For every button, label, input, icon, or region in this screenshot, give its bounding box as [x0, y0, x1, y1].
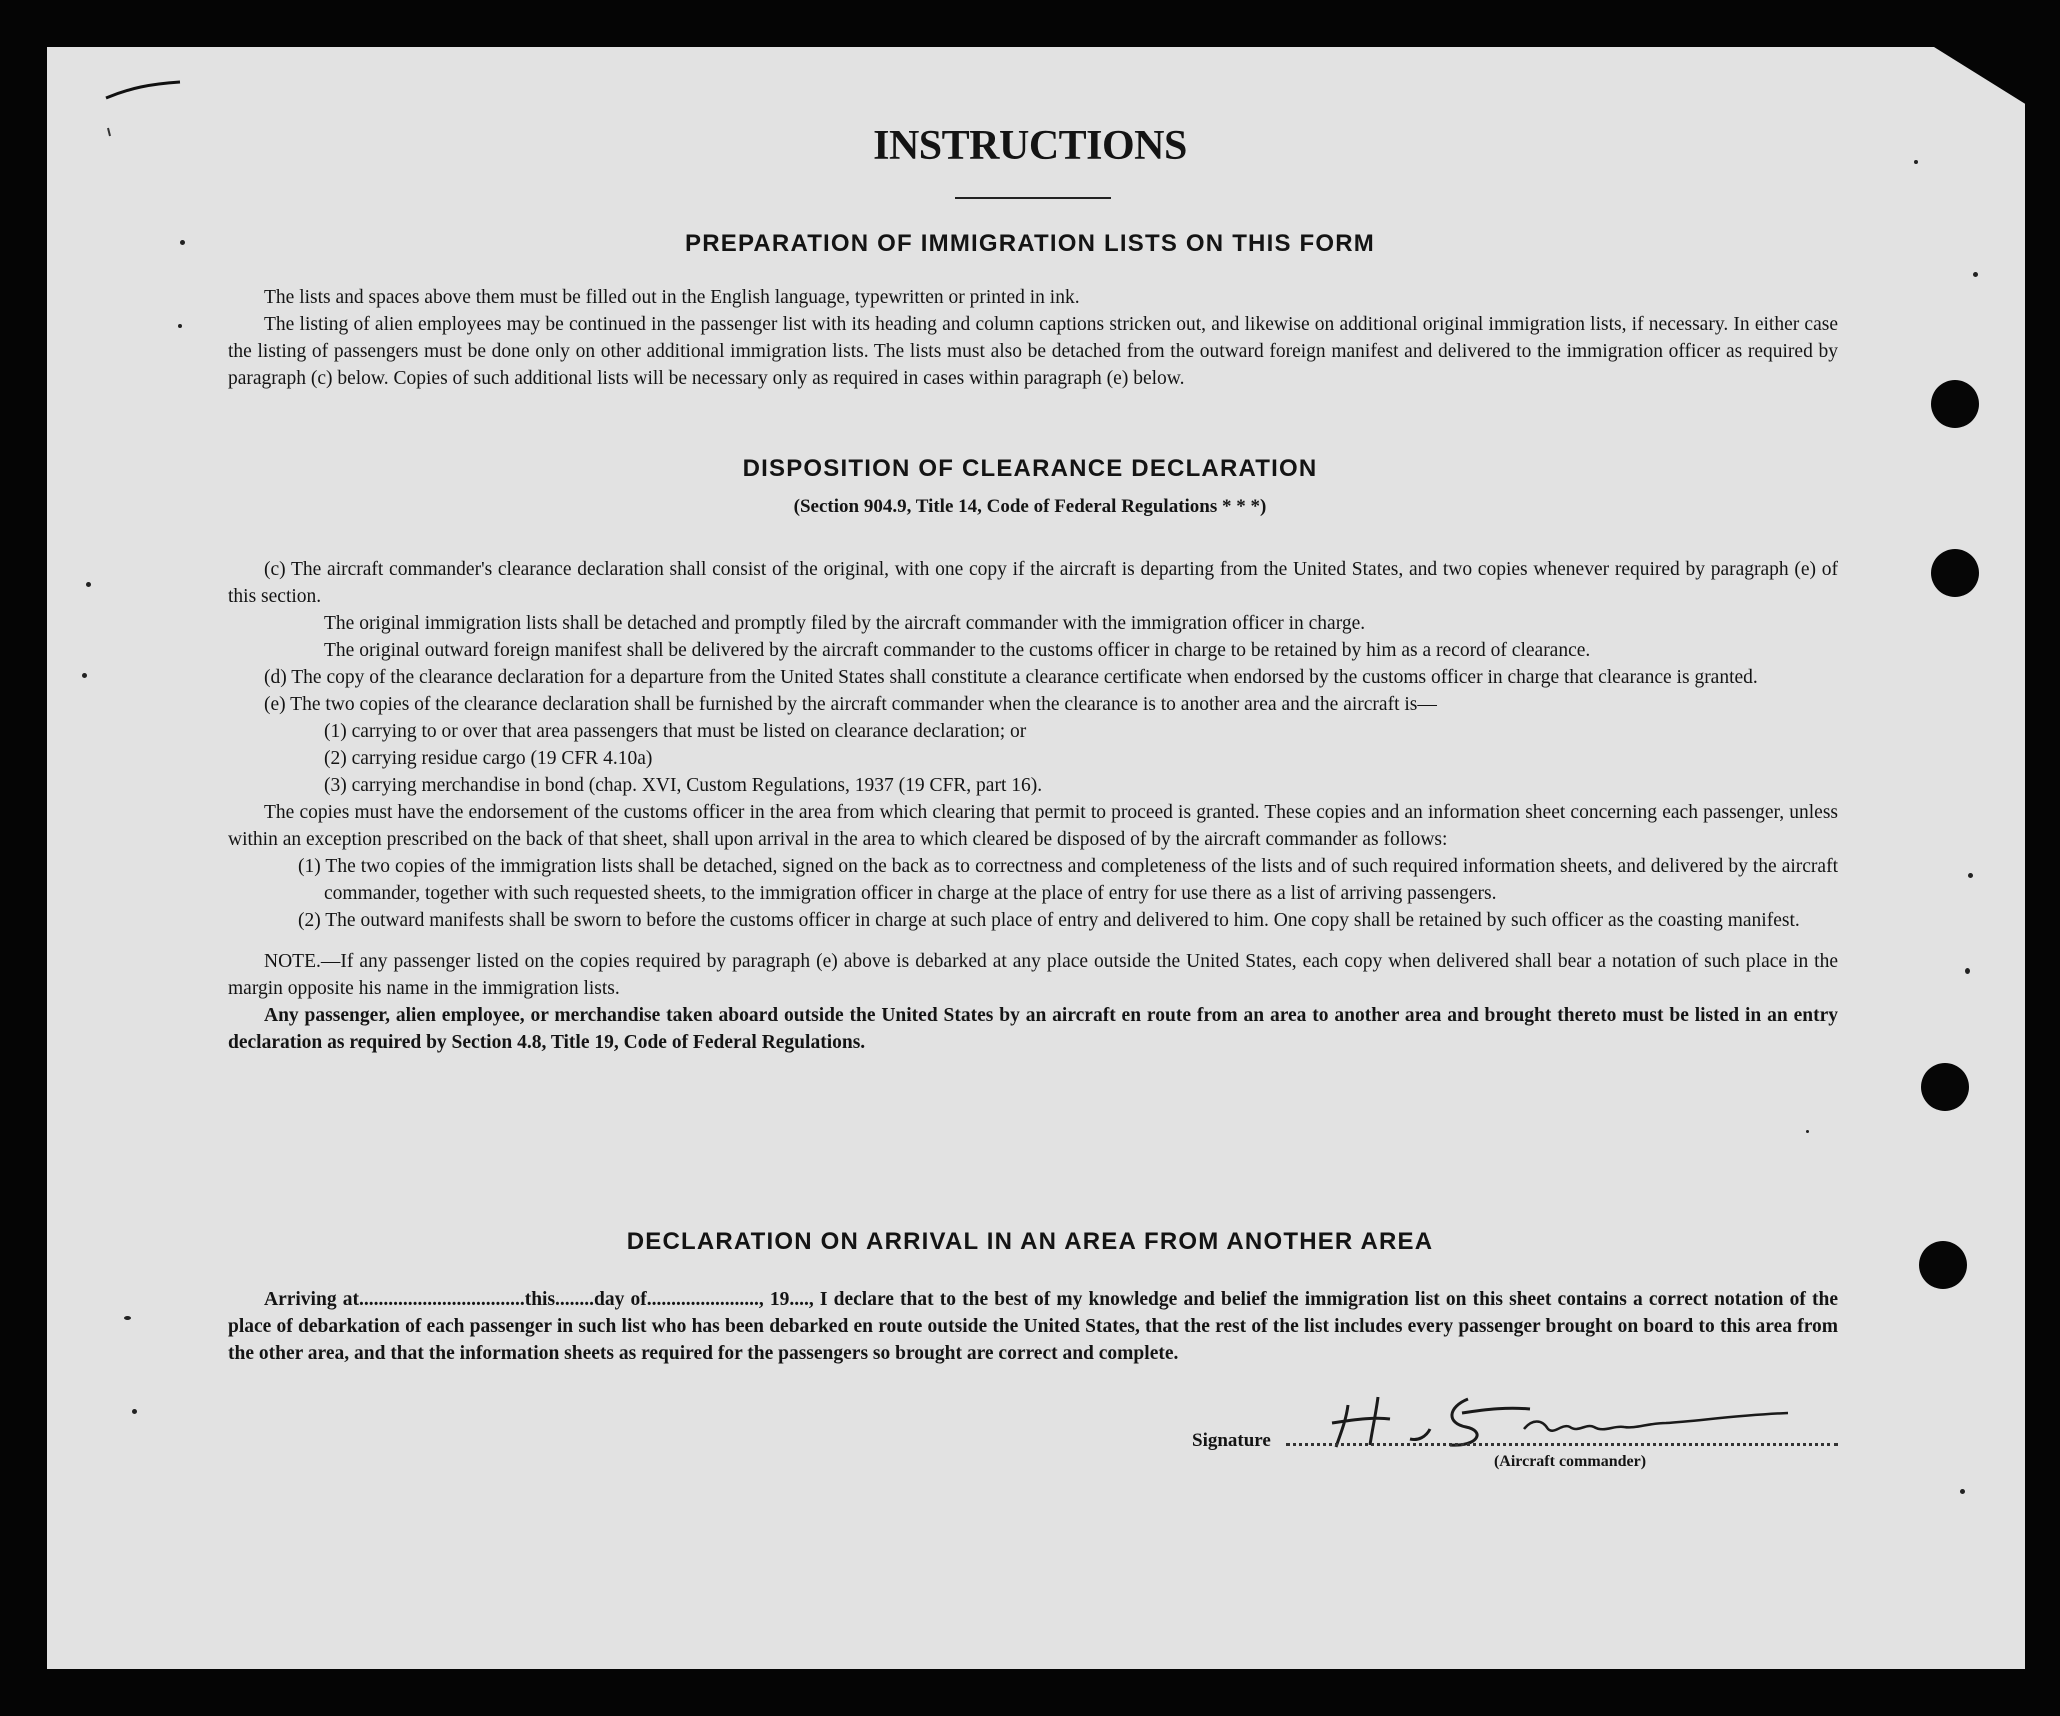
- entry-declaration-paragraph: Any passenger, alien employee, or merchandise taken aboard outside the United States by an aircraft en route from an area to another area and brought thereto must be listed in an entry declaration as required by Section 4.8, Title 19, Code of Federal Regulations.: [228, 1005, 1838, 1053]
- punch-hole: [1931, 380, 1979, 428]
- section-citation: (Section 904.9, Title 14, Code of Federal Regulations * * *): [793, 496, 1267, 517]
- paragraph: The lists and spaces above them must be filled out in the English language, typewritten or printed in ink.: [264, 287, 1080, 308]
- scan-speck: [1960, 1489, 1965, 1494]
- signature-line: [1286, 1443, 1838, 1446]
- paragraph-copies-item: (2) The outward manifests shall be sworn to before the customs officer in charge at such place of entry and delivered to him. One copy shall be retained by such officer as the coasting manifest.: [298, 910, 1800, 931]
- section-disposition-body: [228, 556, 1838, 1056]
- paragraph: The listing of alien employees may be continued in the passenger list with its heading and column captions stricken out, and likewise on additional original immigration lists, if necessary. In either case the listing of passengers must be done only on other additional immigration lists. The lists must also be detached from the outward foreign manifest and delivered to the immigration officer as required by paragraph (c) below. Copies of such additional lists will be necessary only as required in cases within paragraph (e) below.: [228, 314, 1838, 389]
- paragraph-e-item: (1) carrying to or over that area passengers that must be listed on clearance declaration; or: [324, 721, 1027, 742]
- scan-speck: [132, 1409, 137, 1414]
- punch-hole: [1931, 549, 1979, 597]
- scan-speck: [86, 582, 91, 587]
- paragraph-copies-item: (1) The two copies of the immigration lists shall be detached, signed on the back as to correctness and completeness of the lists and of such required information sheets, and delivered by the aircraft commander, together with such requested sheets, to the immigration officer in charge at the place of entry for use there as a list of arriving passengers.: [298, 856, 1838, 904]
- punch-hole: [1921, 1063, 1969, 1111]
- scan-speck: [178, 324, 182, 328]
- spacer: [228, 934, 1838, 948]
- paragraph-e: (e) The two copies of the clearance declaration shall be furnished by the aircraft commander when the clearance is to another area and the aircraft is—: [264, 694, 1437, 715]
- paragraph-e-item: (3) carrying merchandise in bond (chap. XVI, Custom Regulations, 1937 (19 CFR, part 16).: [324, 775, 1043, 796]
- paragraph-c: (c) The aircraft commander's clearance declaration shall consist of the original, with one copy if the aircraft is departing from the United States, and two copies whenever required by paragraph (e) of this section.: [228, 559, 1838, 607]
- signature-field: [1192, 1412, 1838, 1452]
- section-heading-preparation: PREPARATION OF IMMIGRATION LISTS ON THIS FORM: [685, 230, 1375, 257]
- scan-speck: [1965, 968, 1970, 974]
- scan-speck: [124, 1316, 131, 1320]
- section-declaration-body: [228, 1286, 1838, 1367]
- note-paragraph: NOTE.—If any passenger listed on the copies required by paragraph (e) above is debarked at any place outside the United States, each copy when delivered shall bear a notation of such place in the margin opposite his name in the immigration lists.: [228, 951, 1838, 999]
- signature-label: Signature: [1192, 1430, 1271, 1451]
- title-rule: [955, 197, 1111, 199]
- scan-speck: [82, 673, 87, 678]
- signature-caption: (Aircraft commander): [1493, 1453, 1647, 1470]
- paragraph-c-2: The original outward foreign manifest shall be delivered by the aircraft commander to the customs officer in charge to be retained by him as a record of clearance.: [324, 640, 1591, 661]
- declaration-paragraph: Arriving at..................................this........day of......................., 19...., I declare that to the best of my knowledge and belief the immigration list on this sheet contains a correct notation of the place of debarkation of each passenger in such list who has been debarked en route outside the United States, that the rest of the list includes every passenger brought on board to this area from the other area, and that the information sheets as required for the passengers so brought are correct and complete.: [228, 1289, 1838, 1364]
- paragraph-copies: The copies must have the endorsement of the customs officer in the area from which clearing that permit to proceed is granted. These copies and an information sheet concerning each passenger, unless within an exception prescribed on the back of that sheet, shall upon arrival in the area to which cleared be disposed of by the aircraft commander as follows:: [228, 802, 1838, 850]
- paragraph-e-item: (2) carrying residue cargo (19 CFR 4.10a): [324, 748, 653, 769]
- scan-speck: [1973, 272, 1978, 277]
- paragraph-d: (d) The copy of the clearance declaration for a departure from the United States shall constitute a clearance certificate when endorsed by the customs officer in charge that clearance is granted.: [264, 667, 1758, 688]
- paragraph-c-1: The original immigration lists shall be detached and promptly filed by the aircraft commander with the immigration officer in charge.: [324, 613, 1366, 634]
- scan-speck: [1968, 873, 1973, 878]
- page-title: INSTRUCTIONS: [873, 123, 1187, 169]
- scan-speck: [1806, 1130, 1809, 1133]
- section-preparation-body: [228, 284, 1838, 392]
- section-heading-declaration: DECLARATION ON ARRIVAL IN AN AREA FROM ANOTHER AREA: [626, 1228, 1434, 1255]
- section-heading-disposition: DISPOSITION OF CLEARANCE DECLARATION: [742, 455, 1318, 482]
